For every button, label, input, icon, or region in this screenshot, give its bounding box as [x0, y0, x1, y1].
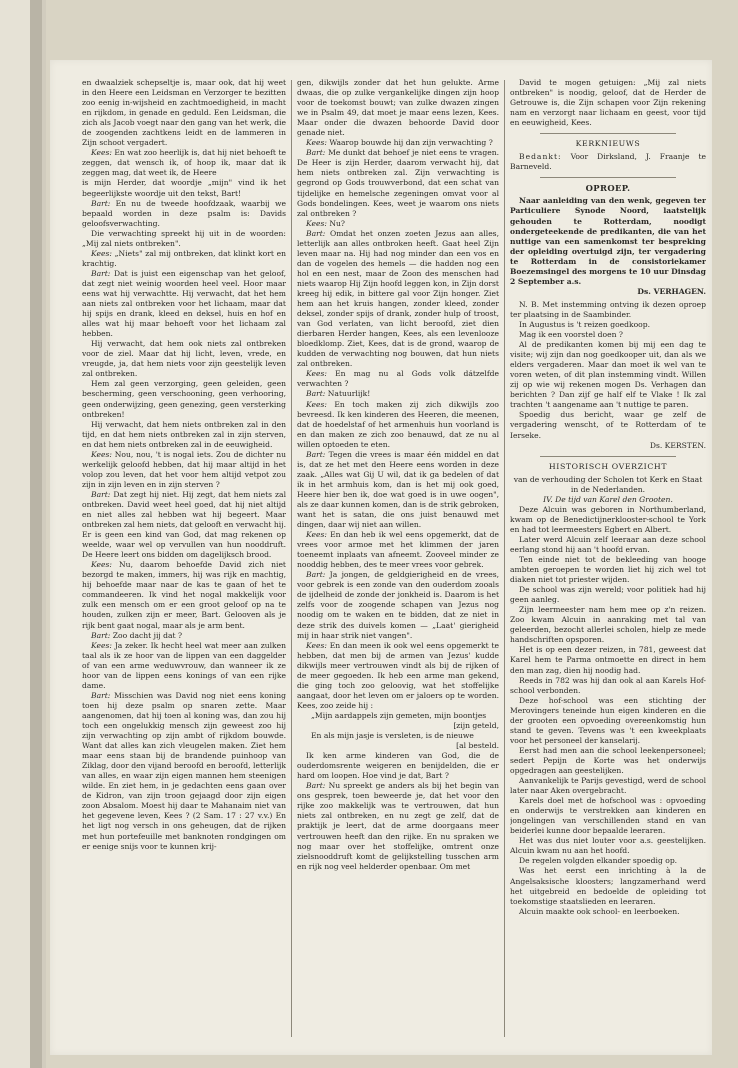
paragraph	[82, 560, 286, 630]
spoedig-text: Spoedig dus bericht, waar ge zelf de vergadering wenscht, of te Rotterdam of te Ierseke.	[510, 410, 706, 440]
paragraph-text: Misschien was David nog niet eens koning toen hij deze psalm op snaren zette. Maar aangenomen, dat hij toen al koning was, dan zou hij toch een ongelukkig mensch zijn geweest zoo hij zijn verwachting op zijn ambt of rijkdom bouwde. Want dat alles kan zich vleugelen maken. Ziet hem maar eens staan bij de brandende puinhoop van Ziklag, door den vijand beroofd en beroofd, letterlijk van alles, en waar zijn eigen mannen hem steenigen wilde. En ziet hem, in je gedachten eens gaan over de Kidron, van zijn troon gejaagd door zijn eigen zoon Absalom. Moest hij daar te Mahanaim niet van het gegevene leven, Kees ? (2 Sam. 17 : 27 v.v.) En het ligt nog versch in ons geheugen, dat de rijken met hun portefeuille met banknoten rondgingen om er eenige snijs voor te kunnen krij-	[82, 690, 286, 851]
speaker-name: Kees:	[306, 399, 327, 409]
paragraph: Het was dus niet louter voor a.s. geestelijken. Alcuin kwam nu aan het hoofd.	[510, 836, 706, 856]
column-divider	[504, 80, 505, 1037]
paragraph-text: Tegen die vrees is maar één middel en dat is, dat ze het met den Heere eens worden in deze zaak. „Alles wat Gij U wil, dat ik ga bedelen of dat ik in het armhuis kom, dan is het mij ook goed, Heere hier ben ik, doe wat goed is in uwe oogen", als ze daar kunnen komen, dan is de strik gebroken, want het is satan, die ons juist benauwd met dingen, daar wij niet aan willen.	[297, 449, 499, 530]
paragraph-text: Nu, daarom behoefde David zich niet bezorgd te maken, immers, hij was rijk en machtig, hij behoefde maar naar de kas te gaan of het te commandeeren. Ik vind het nogal makkelijk voor zulk een mensch om er een groot geloof op na te houden, zulken zijn er meer, Bart. Gelooven als je rijk bent gaat nogal, maar als je arm bent.	[82, 560, 286, 630]
paragraph-text: „Niets" zal mij ontbreken, dat klinkt kort en krachtig.	[82, 248, 286, 268]
kerknieuws-label: Bedankt:	[519, 152, 562, 162]
paragraph-text: Nu spreekt ge anders als bij het begin van ons gesprek, toen beweerde je, dat het voor den rijke zoo makkelijk was te vertrouwen, dat hun niets zal ontbreken, en nu zegt ge zelf, dat de praktijk je leert, dat de arme doorgaans meer vertrouwen heeft dan den rijke. En nu spraken we nog maar over het stoffelijke, omtrent onze zielsnooddruft komt de gelijkstelling tusschen arm en rijk nog veel helderder openbaar. Om met	[297, 781, 499, 871]
paragraph	[82, 249, 286, 269]
speaker-name: Kees:	[306, 138, 327, 148]
paragraph	[297, 781, 499, 871]
paragraph	[297, 229, 499, 370]
paragraph	[297, 389, 499, 399]
speaker-name: Bart:	[306, 148, 326, 158]
paragraph-text: Me dunkt dat behoef je niet eens te vragen. De Heer is zijn Herder, daarom verwacht hij, dat hem niets ontbreken zal. Zijn verwachting is gegrond op Gods trouwverbond, dat een schat van tijdelijke en hemelsche zegeningen omvat voor al Gods bondelingen. Kees, weet je waarom ons niets zal ontbreken ?	[297, 148, 499, 218]
paragraph	[82, 178, 286, 198]
paragraph-text: En dan meen ik ook wel eens opgemerkt te hebben, dat men bij de armen van Jezus' kudde dikwijls meer vertrouwen vindt als bij de rijken of de meer gegoeden. Ik heb een arme man gekend, die ging toch zoo geloovig, wat het stoffelijke aangaat, door het leven om er jaloers op te worden. Kees, zoo zeide hij :	[297, 640, 499, 710]
paragraph	[297, 450, 499, 530]
paragraph: Ten einde niet tot de bekleeding van hooge ambten geroepen te worden liet hij zich wel tot diaken niet tot priester wijden.	[510, 555, 706, 585]
paragraph: De regelen volgden elkander spoedig op.	[519, 856, 678, 866]
paragraph	[297, 641, 499, 711]
speaker-name: Bart:	[91, 268, 111, 278]
paragraph	[297, 400, 499, 450]
speaker-name: Kees:	[91, 148, 112, 158]
dialogue-conclusion: David te mogen getuigen: „Mij zal niets ontbreken" is noodig, geloof, dat de Herder de Getrouwe is, die Zijn schapen voor Zijn rekening nam en verzorgt naar lichaam en geest, voor tijd en eeuwigheid, Kees.	[510, 78, 706, 128]
speaker-name: Kees:	[306, 218, 327, 228]
paragraph: Al de predikanten komen bij mij een dag te visite; wij zijn dan nog goedkooper uit, dan als we elders vergaderen. Maar dan moet ik wel van te voren weten, of dit plan instemming vindt. Willen zij op wie wij rekenen mogen Ds. Verhagen dan berichten ? Dan zijf ge half elf te Vlake ! Ik zal trachten 't aangename aan 't nuttige te paren.	[510, 340, 706, 410]
column-2-dialogue	[297, 78, 499, 1041]
historisch-heading: HISTORISCH OVERZICHT	[548, 461, 668, 471]
page-binding-edge	[0, 0, 46, 1068]
paragraph	[82, 78, 286, 148]
speaker-name: Kees:	[306, 640, 327, 650]
paragraph-text: Waarop bouwde hij dan zijn verwachting ?	[326, 138, 493, 148]
paragraph: Zijn leermeester nam hem mee op z'n reizen. Zoo kwam Alcuin in aanraking met tal van geleerden, bezocht allerlei scholen, hielp ze mede handschriften opsporen.	[510, 605, 706, 645]
paragraph	[311, 711, 499, 721]
paragraph-text: gen, dikwijls zonder dat het hun gelukte. Arme dwaas, die op zulke vergankelijke dingen zijn hoop voor de toekomst bouwt; van zulke dwazen zingen we in Psalm 49, dat moet je maar eens lezen, Kees. Maar onder die dwazen behoorde David door genade niet.	[297, 78, 499, 138]
paragraph-text: Dat zegt hij niet. Hij zegt, dat hem niets zal ontbreken. David weet heel goed, dat hij niet altijd en niet alles zal hebben wat hij begeert. Maar ontbreken zal hem niets, dat gelooft en verwacht hij. Er is geen een kind van God, dat mag rekenen op weelde, waar wel op vervullen van hun nooddruft. De Heere leert ons bidden om dagelijksch brood.	[82, 489, 286, 560]
paragraph	[297, 78, 499, 138]
paragraph	[82, 269, 286, 339]
section-divider	[540, 177, 676, 178]
paragraph: Eerst had men aan die school leekenpersoneel; sedert Pepijn de Korte was het onderwijs opgedragen aan geestelijken.	[510, 745, 706, 775]
paragraph-text: en dwaalziek schepseltje is, maar ook, dat hij weet in den Heere een Leidsman en Verzorger te bezitten zoo eenig in-wijsheid en zachtmoedigheid, in macht en rijkdom, in genade en geduld. Een Leidsman, die zich als Jacob voegt naar den gang van het werk, die de zoogenden zachtkens leidt en de lammeren in Zijn schoot vergadert.	[82, 78, 286, 148]
paragraph-text: En dan heb ik wel eens opgemerkt, dat de vrees voor armoe met het klimmen der jaren toeneemt inplaats van afneemt. Zooveel minder ze nooddig hebben, des te meer vrees voor gebrek.	[297, 530, 499, 570]
paragraph	[297, 148, 499, 218]
paragraph-text: Dat is juist een eigenschap van het geloof, dat zegt niet weinig woorden heel veel. Hoor maar eens wat hij verwachtte. Hij verwacht, dat het hem aan niets zal ontbreken voor het lichaam, maar dat hij spijs en drank, kleed en deksel, huis en hof en alles wat hij maar behoeft voor het lichaam zal hebben.	[82, 268, 286, 339]
paragraph: Later werd Alcuin zelf leeraar aan deze school eerlang stond hij aan 't hoofd ervan.	[510, 534, 706, 554]
paragraph: Karels doel met de hofschool was : opvoeding en onderwijs te verstrekken aan kinderen en jongelingen van verschillenden stand en van beiderlei kunne door bepaalde leeraren.	[510, 796, 706, 836]
historisch-subtitle: van de verhouding der Scholen tot Kerk en Staat in de Nederlanden.	[513, 474, 703, 494]
paragraph: N. B. Met instemming ontving ik dezen oproep ter plaatsing in de Saambinder.	[510, 299, 706, 319]
paragraph	[297, 751, 499, 781]
paragraph: Deze hof-school was een stichting der Merovingers teneinde hun eigen kinderen en die der grooten een opvoeding overeenkomstig hun stand te geven. Tevens was 't een kweekplaats voor het personeel der kanselarij.	[510, 695, 706, 745]
kerknieuws-item	[510, 152, 706, 172]
section-divider	[540, 456, 676, 457]
paragraph-text: Nu?	[326, 218, 345, 228]
paragraph-text: Ik ken arme kinderen van God, die de ouderdomsrente weigeren en benijdelden, die er hard om loopen. Hoe vind je dat, Bart ?	[297, 751, 499, 781]
paragraph-text: En toch maken zij zich dikwijls zoo bevreesd. Ik ken kinderen des Heeren, die meenen, dat de hoedelstaf of het armenhuis hun voorland is en dan maken ze zich zoo benauwd, dat ze nu al willen optoeden te eten.	[297, 399, 499, 449]
speaker-name: Bart:	[91, 198, 111, 208]
column-1-dialogue	[82, 78, 286, 1041]
paragraph: Deze Alcuin was geboren in Northumberland, kwam op de Benedictijnerklooster-school te York en had tot leermeesters Egbert en Albert.	[510, 504, 706, 534]
paragraph-text: Ja jongen, de geldgierigheid en de vrees, voor gebrek is een zonde van den ouderdom zooals de ijdelheid de zonde der jonkheid is. Daarom is het zelfs voor de zoogende schapen van Jezus nog noodig om te waken en te bidden, dat ze niet in deze strik des duivels komen — „Laat' gierigheid mij in haar strik niet vangen".	[297, 570, 499, 640]
historisch-part	[510, 495, 706, 505]
kerknieuws-text: Voor Dirksland, J. Fraanje te Barneveld.	[510, 152, 706, 172]
paragraph: Reeds in 782 was hij dan ook al aan Karels Hof-school verbonden.	[510, 675, 706, 695]
paragraph-text: En mag nu al Gods volk dátzelfde verwachten ?	[297, 369, 499, 389]
oproep-text: Naar aanleiding van den wenk, gegeven ter Particuliere Synode Noord, laatstelijk gehouden te Rotterdam, noodigt ondergeteekende de predikanten, die van het nuttige van een samenkomst ter bespreking der opleiding overtuigd zijn, ter vergadering te Rotterdam in de consistoriekamer Boezemsingel des morgens te 10 uur Dinsdag 2 September a.s.	[510, 196, 706, 286]
paragraph	[82, 199, 286, 229]
speaker-name: Kees:	[306, 530, 327, 540]
paragraph-text: Hem zal geen verzorging, geen geleiden, geen bescherming, geen verschooning, geen verhooring, geen onderwijzing, geen genezing, geen versterking ontbreken!	[82, 379, 286, 419]
paragraph	[82, 148, 286, 178]
speaker-name: Kees:	[91, 560, 112, 570]
paragraph-text: is mijn Herder, dat woordje „mijn" vind ik het begeerlijkste woordje uit den tekst, Bart!	[82, 178, 286, 198]
oproep-signature: Ds. VERHAGEN.	[637, 286, 706, 296]
paragraph-text: [al besteld.	[456, 741, 499, 751]
paragraph-text: Die verwachting spreekt hij uit in de woorden: „Mij zal niets ontbreken".	[82, 228, 286, 248]
speaker-name: Bart:	[91, 690, 111, 700]
oproep-heading: OPROEP.	[585, 183, 631, 194]
paragraph-text: Hij verwacht, dat hem niets ontbreken zal in den tijd, en dat hem niets ontbreken zal in zijn sterven, en dat hem niets ontbreken zal in de eeuwigheid.	[82, 419, 286, 449]
historisch-part-text: IV. De tijd van Karel den Grooten.	[543, 494, 673, 504]
speaker-name: Kees:	[306, 369, 327, 379]
paragraph: De school was zijn wereld; voor politiek had hij geen aanleg.	[510, 585, 706, 605]
paragraph: Aanvankelijk te Parijs gevestigd, werd de school later naar Aken overgebracht.	[510, 776, 706, 796]
paragraph-text: „Mijn aardappels zijn gemeten, mijn boontjes	[311, 710, 487, 720]
paragraph	[297, 570, 499, 640]
paragraph: Was het eerst een inrichting à la de Angelsaksische kloosters; langzamerhand werd het uitgebreid en bedoelde de opleiding tot toekomstige staatslieden en leeraren.	[510, 866, 706, 906]
paragraph: In Augustus is 't reizen goedkoop.	[519, 319, 651, 329]
paragraph	[311, 721, 499, 731]
paragraph: Het is op een dezer reizen, in 781, geweest dat Karel hem te Parma ontmoette en direct in hem den man zag, dien hij noodig had.	[510, 645, 706, 675]
speaker-name: Bart:	[306, 389, 326, 399]
nb-paragraphs	[510, 300, 706, 411]
speaker-name: Bart:	[306, 449, 326, 459]
historisch-paragraphs	[510, 505, 706, 917]
paragraph-text: En als mijn jasje is versleten, is de nieuwe	[311, 731, 474, 741]
paragraph	[82, 631, 286, 641]
paragraph-text: En wat zoo heerlijk is, dat hij niet behoeft te zeggen, dat wensch ik, of hoop ik, maar dat ik zeggen mag, dat weet ik, de Heere	[82, 148, 286, 178]
paragraph	[82, 641, 286, 691]
paragraph: Alcuin maakte ook school- en leerboeken.	[519, 906, 680, 916]
speaker-name: Kees:	[91, 640, 112, 650]
speaker-name: Bart:	[306, 781, 326, 791]
paragraph	[311, 731, 499, 741]
speaker-name: Bart:	[91, 489, 111, 499]
paragraph-text: Zoo dacht jij dat ?	[110, 630, 183, 640]
section-divider	[540, 133, 676, 134]
speaker-name: Bart:	[306, 570, 326, 580]
paragraph-text: Nou, nou, 't is nogal iets. Zou de dichter nu werkelijk geloofd hebben, dat hij maar altijd in het volop zou leven, dat het voor hem altijd vetpot zou zijn in zijn leven en in zijn sterven ?	[82, 449, 286, 489]
kerknieuws-heading: KERKNIEUWS	[575, 139, 641, 149]
paragraph	[297, 138, 499, 148]
kersten-signature: Ds. KERSTEN.	[649, 440, 706, 450]
paragraph	[82, 691, 286, 852]
paragraph-text: Natuurlijk!	[325, 389, 371, 399]
speaker-name: Bart:	[91, 630, 111, 640]
paragraph-text: En nu de tweede hoofdzaak, waarbij we bepaald worden in deze psalm is: Davids geloofsverwachting.	[82, 198, 286, 228]
paragraph: Mag ik een voorstel doen ?	[519, 330, 623, 340]
paragraph-text: Hij verwacht, dat hem ook niets zal ontbreken voor de ziel. Maar dat hij licht, leven, vrede, en vreugde, ja, dat hem niets voor zijn geestelijk leven zal ontbreken.	[82, 339, 286, 379]
paragraph	[82, 379, 286, 419]
paragraph-text: Ja zeker. Ik hecht heel wat meer aan zulken taal als ik ze hoor van de lippen van een daggelder of van een arme weduwvrouw, dan wanneer ik ze hoor van de lippen eens konings of van een rijke dame.	[82, 640, 286, 690]
speaker-name: Bart:	[306, 228, 326, 238]
paragraph	[82, 450, 286, 490]
paragraph	[297, 369, 499, 389]
paragraph	[82, 339, 286, 379]
paragraph	[311, 741, 499, 751]
speaker-name: Kees:	[91, 449, 112, 459]
spoedig-paragraph	[510, 410, 706, 440]
speaker-name: Kees:	[91, 248, 112, 258]
newspaper-page	[50, 60, 712, 1055]
paragraph	[82, 420, 286, 450]
paragraph	[297, 219, 499, 229]
column-3	[510, 78, 706, 1041]
paragraph	[297, 530, 499, 570]
paragraph	[82, 229, 286, 249]
paragraph-text: Omdat het onzen zoeten Jezus aan alles, letterlijk aan alles ontbroken heeft. Gaat heel Zijn leven maar na. Hij had nog minder dan een vos en dan de vogelen des hemels — die hadden nog een hol en een nest, maar de Zoon des menschen had niets waarop Hij Zijn hoofd leggen kon, in Zijn dorst kreeg hij edik, in bittere gal voor Zijn honger. Ziet hem aan het kruis hangen, zonder kleed, zonder deksel, zonder spijs of drank, zonder hulp of troost, van God verlaten, van licht beroofd, ziet dien dierbaren Herder hangen, Kees, als een levenlooze bloedklomp. Ziet, Kees, dat is de grond, waarop de kudden de verwachting nog bouwen, dat hun niets zal ontbreken.	[297, 228, 499, 369]
paragraph	[82, 490, 286, 560]
paragraph-text: [zijn geteld,	[453, 721, 499, 730]
column-divider	[291, 80, 292, 1037]
